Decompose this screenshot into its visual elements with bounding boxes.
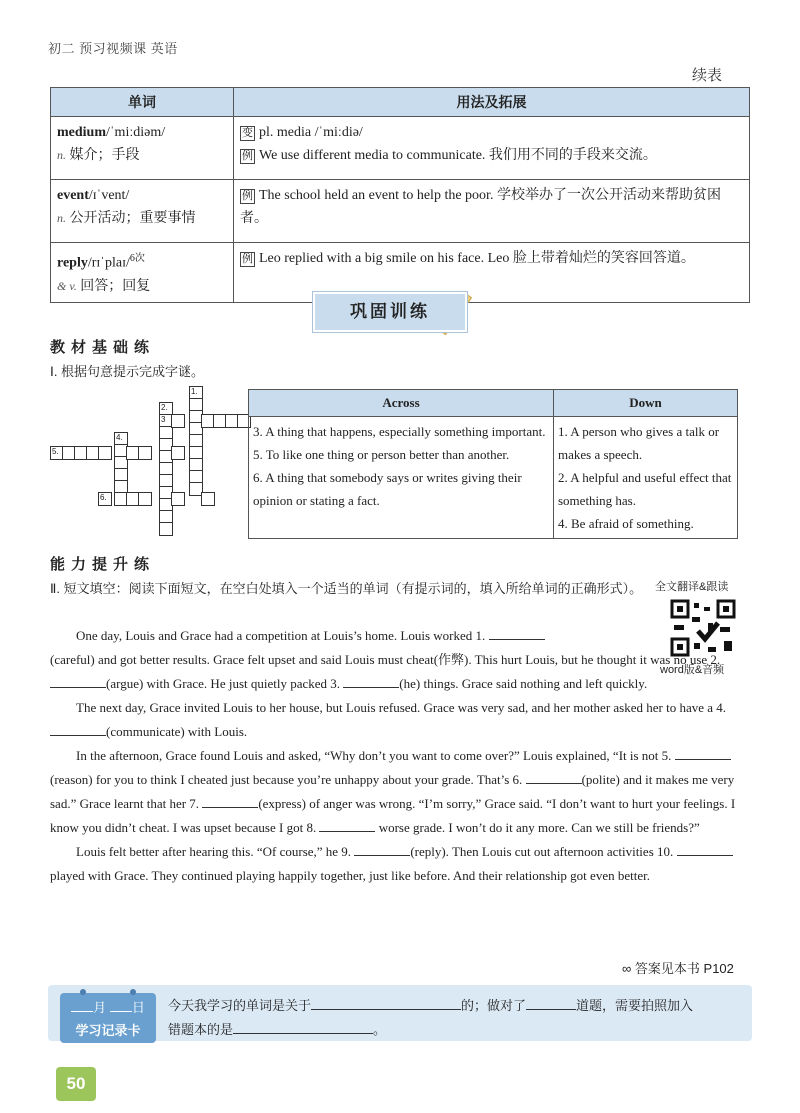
- crossword-cell[interactable]: [171, 414, 185, 428]
- across-clue: 3. A thing that happens, especially something important.: [253, 424, 546, 439]
- passage-text: (communicate) with Louis.: [106, 724, 248, 739]
- word: reply: [57, 255, 88, 271]
- record-text: 今天我学习的单词是关于 的；做对了 道题，需要拍照加入 错题本的是 。: [168, 998, 694, 1037]
- crossword-number: 1.: [191, 387, 198, 396]
- vocabulary-table: [50, 87, 750, 303]
- frequency-badge: 6次: [129, 253, 145, 264]
- crossword-cell[interactable]: [98, 446, 112, 460]
- day-label: 日: [131, 1000, 145, 1015]
- record-topic-field[interactable]: [311, 1009, 461, 1010]
- passage-text: In the afternoon, Grace found Louis and asked, “Why don’t you want to come over?” Louis explained, “It is not 5.: [76, 748, 672, 763]
- record-mistakes-field[interactable]: [233, 1033, 373, 1034]
- crossword-grid: [48, 386, 248, 546]
- passage-text: (argue) with Grace. He just quietly packed 3.: [106, 676, 341, 691]
- passage-text: (polite) and it makes me very sad.” Grace learnt that her 7.: [50, 772, 735, 811]
- crossword-cell[interactable]: [159, 522, 173, 536]
- usage-line: The school held an event to help the poor. 学校举办了一次公开活动来帮助贫困者。: [240, 188, 721, 226]
- blank-5[interactable]: [675, 759, 731, 760]
- qr-caption-top: 全文翻译&跟读: [655, 581, 729, 593]
- phonetic: /ɪˈvent/: [88, 188, 130, 203]
- part-of-speech: n.: [57, 211, 66, 225]
- example-tag: 例: [242, 150, 253, 162]
- part-of-speech: & v.: [57, 278, 77, 293]
- passage-text: (reply). Then Louis cut out afternoon activities 10.: [410, 844, 674, 859]
- word: medium: [57, 125, 106, 140]
- crossword-cell[interactable]: [171, 446, 185, 460]
- passage-text: (express) of anger was wrong. “I’m sorry,” Grace said. “I don’t want to hurt your feelings. I know you didn’t cheat. I was upset because I got 8.: [50, 796, 736, 835]
- instruction: Ⅱ. 短文填空：阅读下面短文，在空白处填入一个适当的单词（有提示词的，填入所给单词的正确形式）。: [50, 581, 643, 596]
- blank-4[interactable]: [50, 735, 106, 736]
- crossword-number: 5.: [52, 447, 59, 456]
- passage-text: Louis felt better after hearing this. “Of course,” he 9.: [76, 844, 352, 859]
- across-header: Across: [249, 390, 554, 417]
- continued-label: 续表: [691, 68, 722, 84]
- down-header: Down: [554, 390, 738, 417]
- usage-line: pl. media /ˈmiːdiə/: [259, 125, 363, 140]
- phonetic: /ˈmiːdiəm/: [106, 125, 166, 140]
- meaning: 公开活动；重要事情: [69, 211, 196, 226]
- vocab-row: [51, 180, 750, 243]
- record-label: 学习记录卡: [75, 1023, 141, 1038]
- crossword-number: 4.: [116, 433, 123, 442]
- passage-text: (reason) for you to think I cheated just because you’re unhappy about your grade. That’s 6.: [50, 772, 523, 787]
- blank-8[interactable]: [319, 831, 375, 832]
- blank-9[interactable]: [354, 855, 410, 856]
- passage-text: played with Grace. They continued playing happily together, just like before. And their relationship got even better.: [50, 868, 650, 883]
- crossword-cell[interactable]: [171, 492, 185, 506]
- blank-1[interactable]: [489, 639, 545, 640]
- variant-tag: 变: [242, 127, 253, 139]
- pin-icon: [130, 989, 136, 995]
- blank-6[interactable]: [526, 783, 582, 784]
- blank-7[interactable]: [202, 807, 258, 808]
- crossword-cell[interactable]: [138, 446, 152, 460]
- qr-caption-bottom: word版&音频: [660, 664, 725, 676]
- example-tag: 例: [242, 253, 253, 265]
- month-label: 月: [93, 1000, 107, 1015]
- usage-line: Leo replied with a big smile on his face. Leo 脸上带着灿烂的笑容回答道。: [259, 251, 695, 266]
- date-box: [60, 993, 156, 1043]
- down-clue: 2. A helpful and useful effect that something has.: [558, 470, 732, 508]
- record-count-field[interactable]: [526, 1009, 576, 1010]
- passage-text: One day, Louis and Grace had a competition at Louis’s home. Louis worked 1.: [76, 628, 486, 643]
- page-header: 初二 预习视频课 英语: [48, 41, 178, 56]
- passage-text: worse grade. I won’t do it any more. Can we still be friends?”: [378, 820, 700, 835]
- passage-p1: [50, 624, 650, 648]
- blank-3[interactable]: [343, 687, 399, 688]
- meaning: 回答；回复: [80, 278, 151, 294]
- phonetic: /rɪˈplaɪ/: [87, 255, 130, 271]
- across-clue: 6. A thing that somebody says or writes giving their opinion or stating a fact.: [253, 470, 522, 508]
- blank-2[interactable]: [50, 687, 106, 688]
- instruction: Ⅰ. 根据句意提示完成字谜。: [50, 364, 205, 379]
- section-title: 能力提升练: [50, 556, 156, 573]
- passage-p1-cont: [50, 648, 750, 888]
- crossword-number: 2.: [161, 403, 168, 412]
- passage-text: (he) things. Grace said nothing and left quickly.: [399, 676, 648, 691]
- part-of-speech: n.: [57, 148, 66, 162]
- page-number: 50: [56, 1067, 96, 1101]
- down-clue: 4. Be afraid of something.: [558, 516, 694, 531]
- crossword-number: 3: [161, 415, 166, 424]
- link-icon: ∞: [622, 961, 632, 976]
- answer-reference: ∞ 答案见本书 P102: [622, 961, 734, 976]
- vocab-row: [51, 117, 750, 180]
- section-title: 教材基础练: [50, 339, 156, 356]
- crossword-number: 6.: [100, 493, 107, 502]
- pin-icon: [80, 989, 86, 995]
- blank-10[interactable]: [677, 855, 733, 856]
- passage-text: The next day, Grace invited Louis to her house, but Louis refused. Grace was very sad, and her mother asked her to have a 4.: [76, 700, 727, 715]
- meaning: 媒介；手段: [69, 148, 140, 163]
- col-usage-header: 用法及拓展: [234, 88, 750, 117]
- col-word-header: 单词: [51, 88, 234, 117]
- down-clue: 1. A person who gives a talk or makes a speech.: [558, 424, 720, 462]
- word: event: [57, 188, 89, 203]
- clue-table: [248, 389, 738, 539]
- section-banner: 巩固训练: [313, 292, 467, 332]
- passage-text: (careful) and got better results. Grace felt upset and said Louis must cheat(作弊). This hurt Louis, but he thought it was no use 2.: [50, 652, 721, 667]
- crossword-cell[interactable]: [138, 492, 152, 506]
- crossword-cell[interactable]: [201, 492, 215, 506]
- usage-line: We use different media to communicate. 我们用不同的手段来交流。: [259, 148, 657, 163]
- example-tag: 例: [242, 190, 253, 202]
- across-clue: 5. To like one thing or person better than another.: [253, 447, 510, 462]
